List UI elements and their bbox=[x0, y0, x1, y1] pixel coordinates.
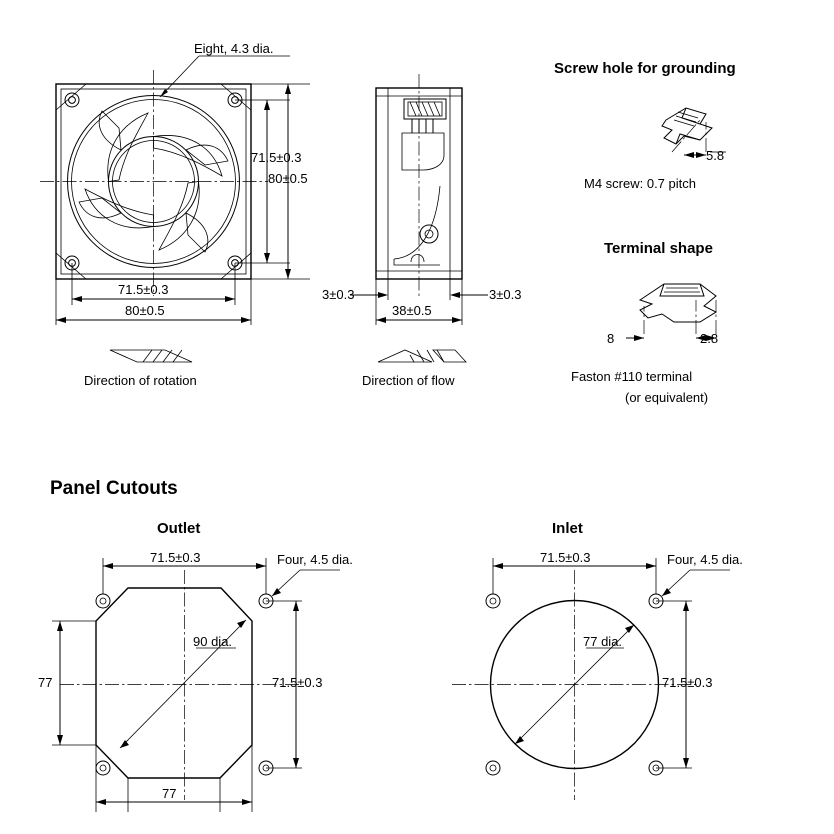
terminal-dim-right: 2.8 bbox=[700, 331, 719, 346]
outlet-dim-top: 71.5±0.3 bbox=[150, 550, 201, 565]
inlet-hole-note: Four, 4.5 dia. bbox=[667, 552, 743, 567]
front-view-dim-height-inner: 71.5±0.3 bbox=[251, 150, 302, 165]
panel-cutouts-heading: Panel Cutouts bbox=[50, 478, 178, 499]
outlet-dim-bottom: 77 bbox=[162, 786, 177, 801]
screw-hole-note: M4 screw: 0.7 pitch bbox=[584, 176, 696, 191]
side-view-dim-right: 3±0.3 bbox=[489, 287, 522, 302]
outlet-heading: Outlet bbox=[157, 520, 201, 537]
screw-hole-dim: 5.8 bbox=[706, 148, 725, 163]
inlet-heading: Inlet bbox=[552, 520, 583, 537]
front-view-hole-note: Eight, 4.3 dia. bbox=[194, 41, 274, 56]
terminal-shape-heading: Terminal shape bbox=[604, 240, 713, 257]
inlet-dim-right: 71.5±0.3 bbox=[662, 675, 713, 690]
direction-of-rotation-caption: Direction of rotation bbox=[84, 373, 197, 388]
side-view-dim-depth: 38±0.5 bbox=[392, 303, 432, 318]
outlet-dim-left: 77 bbox=[38, 675, 53, 690]
front-view-dim-height-outer: 80±0.5 bbox=[268, 171, 308, 186]
screw-hole-heading: Screw hole for grounding bbox=[554, 60, 736, 77]
direction-of-flow-caption: Direction of flow bbox=[362, 373, 455, 388]
terminal-caption-line2: (or equivalent) bbox=[625, 390, 709, 405]
inlet-dia-note: 77 dia. bbox=[583, 634, 623, 649]
terminal-dim-left: 8 bbox=[607, 331, 615, 346]
side-view-dim-left: 3±0.3 bbox=[322, 287, 355, 302]
terminal-caption-line1: Faston #110 terminal bbox=[571, 369, 693, 384]
outlet-dia-note: 90 dia. bbox=[193, 634, 233, 649]
inlet-dim-top: 71.5±0.3 bbox=[540, 550, 591, 565]
front-view-dim-width-outer: 80±0.5 bbox=[125, 303, 165, 318]
outlet-hole-note: Four, 4.5 dia. bbox=[277, 552, 353, 567]
outlet-dim-right: 71.5±0.3 bbox=[272, 675, 323, 690]
front-view-dim-width-inner: 71.5±0.3 bbox=[118, 282, 169, 297]
